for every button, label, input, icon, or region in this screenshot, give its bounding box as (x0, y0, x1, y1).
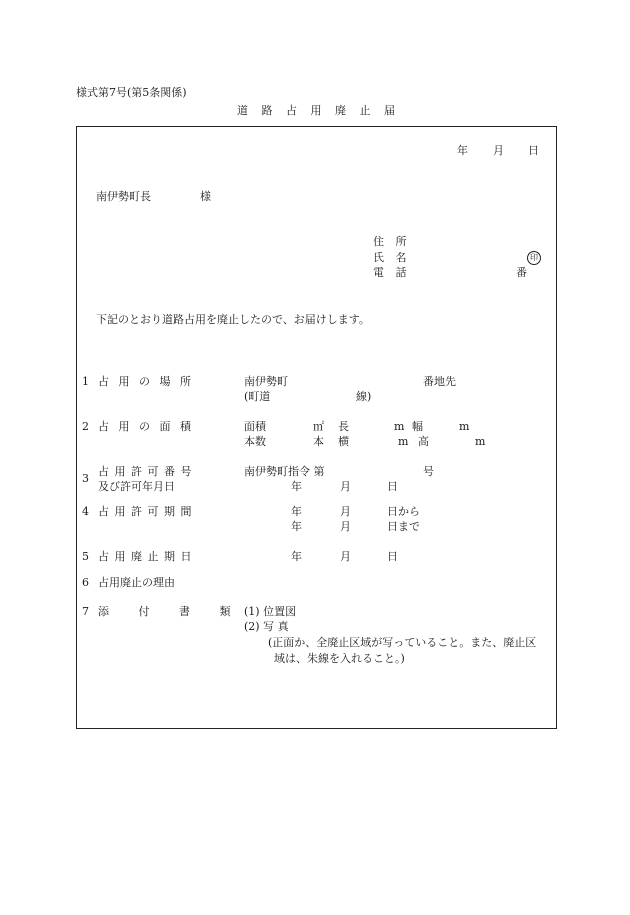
count-label: 本数 (244, 435, 266, 448)
item-5-label: 占 用 廃 止 期 日 (98, 550, 193, 563)
height-label: 高 (418, 435, 429, 448)
item-1-town: 南伊勢町 (244, 375, 288, 388)
area-unit: ㎡ (313, 420, 324, 433)
attachment-note-1: (正面か、全廃止区域が写っていること。また、廃止区 (268, 636, 537, 649)
statement-text: 下記のとおり道路占用を廃止したので、お届けします。 (96, 313, 370, 326)
abolish-month: 月 (340, 550, 351, 563)
permit-month: 月 (340, 480, 351, 493)
date-month: 月 (493, 144, 504, 157)
item-1-number: 1 (82, 375, 89, 388)
item-2-label: 占 用 の 面 積 (98, 420, 194, 433)
height-unit: m (475, 435, 486, 448)
permit-year: 年 (291, 480, 302, 493)
seal-icon: 印 (527, 251, 541, 265)
area-label: 面積 (244, 420, 266, 433)
item-6-number: 6 (82, 576, 89, 589)
item-4-number: 4 (82, 505, 89, 518)
breadth-label: 横 (338, 435, 349, 448)
attachment-2: (2) 写 真 (244, 620, 289, 633)
item-7-number: 7 (82, 605, 89, 618)
abolish-day: 日 (387, 550, 398, 563)
period-from-month: 月 (340, 505, 351, 518)
item-1-line: 線) (356, 390, 372, 403)
item-1-label: 占 用 の 場 所 (98, 375, 194, 388)
count-unit: 本 (313, 435, 324, 448)
date-day: 日 (528, 144, 539, 157)
item-1-lot: 番地先 (423, 375, 456, 388)
date-year: 年 (457, 144, 468, 157)
item-4-label: 占 用 許 可 期 間 (98, 505, 193, 518)
item-6-label: 占用廃止の理由 (98, 576, 175, 589)
seal-mark (527, 250, 541, 265)
length-label: 長 (338, 420, 349, 433)
breadth-unit: m (398, 435, 409, 448)
item-3-number: 3 (82, 472, 89, 485)
width-label: 幅 (412, 420, 423, 433)
period-to-day: 日まで (387, 520, 420, 533)
item-7-label: 添 付 書 類 (98, 605, 244, 618)
item-2-number: 2 (82, 420, 89, 433)
width-unit: m (459, 420, 470, 433)
item-3-label-2: 及び許可年月日 (98, 480, 175, 493)
period-to-year: 年 (291, 520, 302, 533)
permit-day: 日 (387, 480, 398, 493)
recipient-honorific: 様 (200, 190, 211, 203)
item-5-number: 5 (82, 550, 89, 563)
applicant-address-label: 住 所 (373, 235, 411, 248)
length-unit: m (394, 420, 405, 433)
permit-prefix: 南伊勢町指令 第 (244, 465, 325, 478)
applicant-phone-label: 電 話 (373, 266, 411, 279)
document-title: 道 路 占 用 廃 止 届 (237, 104, 400, 117)
form-number: 様式第7号(第5条関係) (76, 86, 187, 99)
recipient-name: 南伊勢町長 (96, 190, 151, 203)
period-from-day: 日から (387, 505, 420, 518)
period-to-month: 月 (340, 520, 351, 533)
permit-suffix: 号 (423, 465, 434, 478)
item-3-label-1: 占 用 許 可 番 号 (98, 465, 193, 478)
attachment-1: (1) 位置図 (244, 605, 297, 618)
abolish-year: 年 (291, 550, 302, 563)
applicant-name-label: 氏 名 (373, 251, 411, 264)
applicant-phone-suffix: 番 (516, 266, 527, 279)
attachment-note-2: 域は、朱線を入れること。) (274, 652, 405, 665)
period-from-year: 年 (291, 505, 302, 518)
item-1-road: (町道 (244, 390, 271, 403)
